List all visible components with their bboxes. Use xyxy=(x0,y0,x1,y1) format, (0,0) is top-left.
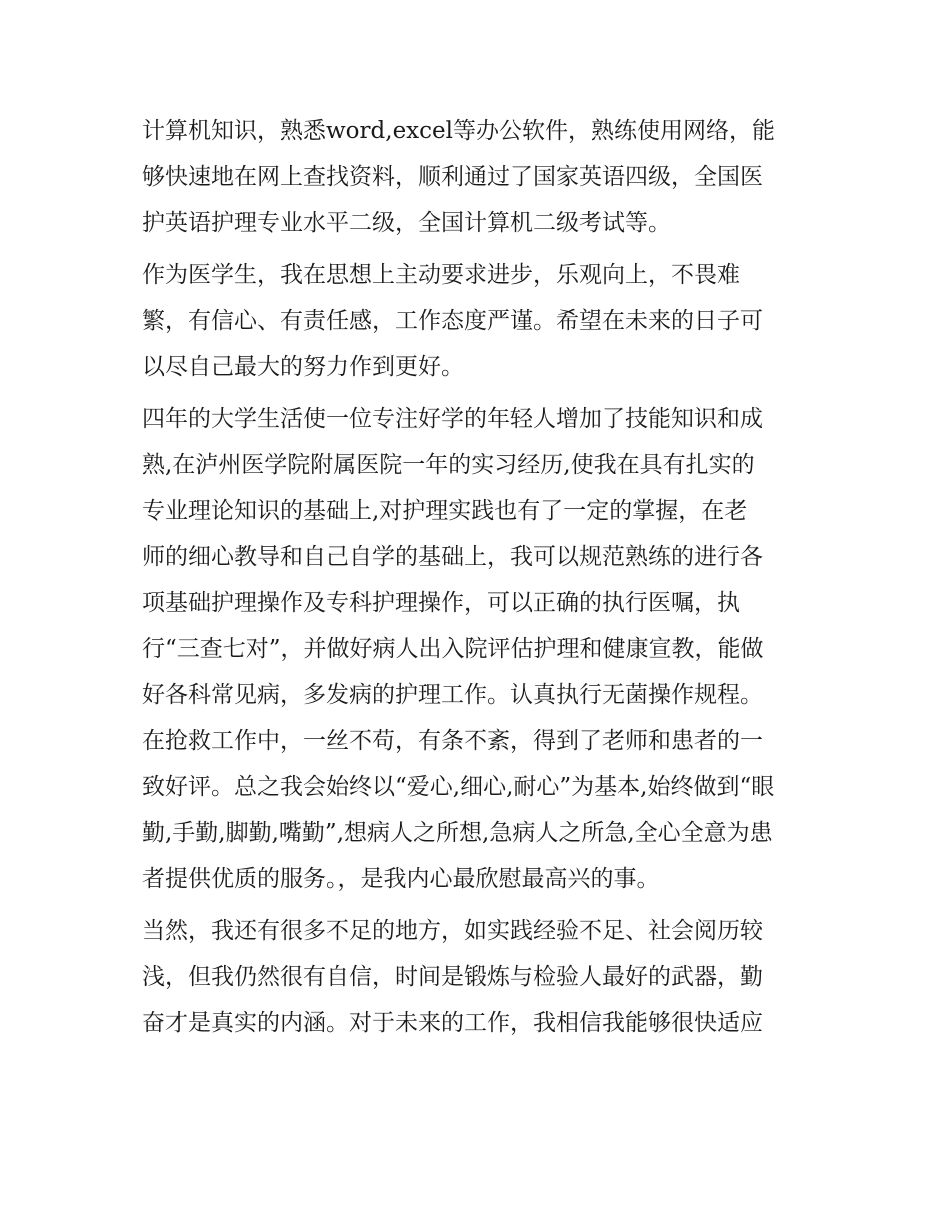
text-line: 致好评。总之我会始终以“爱心,细心,耐心”为基本,始终做到“眼 xyxy=(142,774,775,800)
text-line: 浅，但我仍然很有自信，时间是锻炼与检验人最好的武器，勤 xyxy=(142,964,763,990)
text-line: 四年的大学生活使一位专注好学的年轻人增加了技能知识和成 xyxy=(142,406,763,432)
text-line: 行“三查七对”，并做好病人出入院评估护理和健康宣教，能做 xyxy=(142,636,764,662)
text-line: 专业理论知识的基础上,对护理实践也有了一定的掌握，在老 xyxy=(142,498,748,524)
text-line: 项基础护理操作及专科护理操作，可以正确的执行医嘱，执 xyxy=(142,590,740,616)
text-line: 者提供优质的服务。，是我内心最欣慰最高兴的事。 xyxy=(142,866,660,892)
paragraph-shortcomings xyxy=(142,908,822,1046)
paragraph-attitude xyxy=(142,252,822,390)
paragraph-internship xyxy=(142,396,822,902)
text-line: 好各科常见病，多发病的护理工作。认真执行无菌操作规程。 xyxy=(142,682,763,708)
text-line: 以尽自己最大的努力作到更好。 xyxy=(142,354,464,380)
text-line: 熟,在泸州医学院附属医院一年的实习经历,使我在具有扎实的 xyxy=(142,452,755,478)
text-line: 繁，有信心、有责任感，工作态度严谨。希望在未来的日子可 xyxy=(142,308,763,334)
text-line: 够快速地在网上查找资料，顺利通过了国家英语四级，全国医 xyxy=(142,164,763,190)
text-line: 在抢救工作中，一丝不苟，有条不紊，得到了老师和患者的一 xyxy=(142,728,763,754)
text-line: 师的细心教导和自己自学的基础上，我可以规范熟练的进行各 xyxy=(142,544,763,570)
text-line: 作为医学生，我在思想上主动要求进步，乐观向上，不畏难 xyxy=(142,262,740,288)
text-line: 当然，我还有很多不足的地方，如实践经验不足、社会阅历较 xyxy=(142,918,763,944)
paragraph-computer-skills xyxy=(142,108,822,246)
text-line: 计算机知识，熟悉word,excel等办公软件，熟练使用网络，能 xyxy=(142,118,775,144)
text-line: 护英语护理专业水平二级，全国计算机二级考试等。 xyxy=(142,210,671,236)
text-line: 勤,手勤,脚勤,嘴勤”,想病人之所想,急病人之所急,全心全意为患 xyxy=(142,820,773,846)
text-line: 奋才是真实的内涵。对于未来的工作，我相信我能够很快适应 xyxy=(142,1010,763,1036)
document-body xyxy=(142,108,822,1046)
